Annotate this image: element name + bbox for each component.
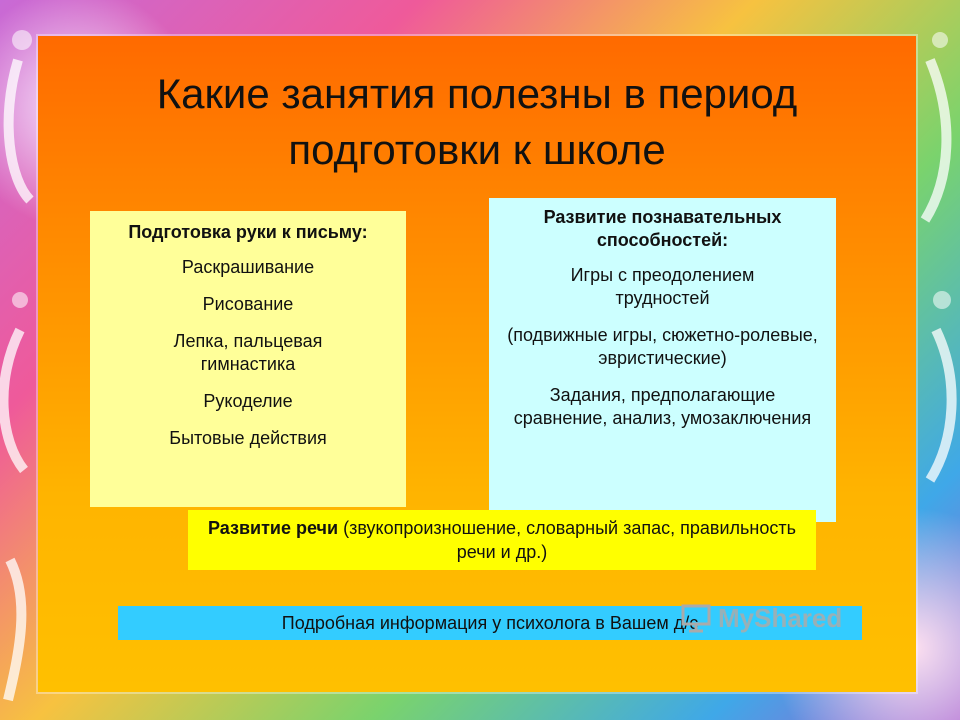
cognitive-box-item: (подвижные игры, сюжетно-ролевые, эвристические) xyxy=(507,325,818,368)
speech-box-text: (звукопроизношение, словарный запас, правильность речи и др.) xyxy=(338,518,796,562)
hand-box-heading: Подготовка руки к письму: xyxy=(128,222,368,242)
hand-preparation-box xyxy=(90,211,406,507)
cognitive-box-heading: Развитие познавательных способностей: xyxy=(543,207,782,250)
info-bar-text: Подробная информация у психолога в Вашем д/с xyxy=(281,613,699,633)
presentation-icon xyxy=(680,602,712,634)
hand-box-item: Рисование xyxy=(202,294,294,314)
cognitive-box-item: Задания, предполагающие сравнение, анализ, умозаключения xyxy=(513,385,812,428)
hand-box-item: Лепка, пальцевая гимнастика xyxy=(173,331,323,374)
cognitive-box-item: Игры с преодолением трудностей xyxy=(570,265,755,308)
watermark-text: MyShared xyxy=(718,602,843,633)
cognitive-development-box xyxy=(489,198,836,522)
watermark xyxy=(680,598,842,638)
hand-box-item: Рукоделие xyxy=(203,391,293,411)
title-line-1: Какие занятия полезны в период xyxy=(156,70,798,117)
speech-box-heading: Развитие речи xyxy=(208,518,339,538)
hand-box-item: Бытовые действия xyxy=(169,428,327,448)
page-title xyxy=(38,66,916,178)
hand-box-item: Раскрашивание xyxy=(181,257,315,277)
title-line-2: подготовки к школе xyxy=(288,126,666,173)
speech-development-box xyxy=(188,510,816,570)
slide-panel xyxy=(38,36,916,692)
